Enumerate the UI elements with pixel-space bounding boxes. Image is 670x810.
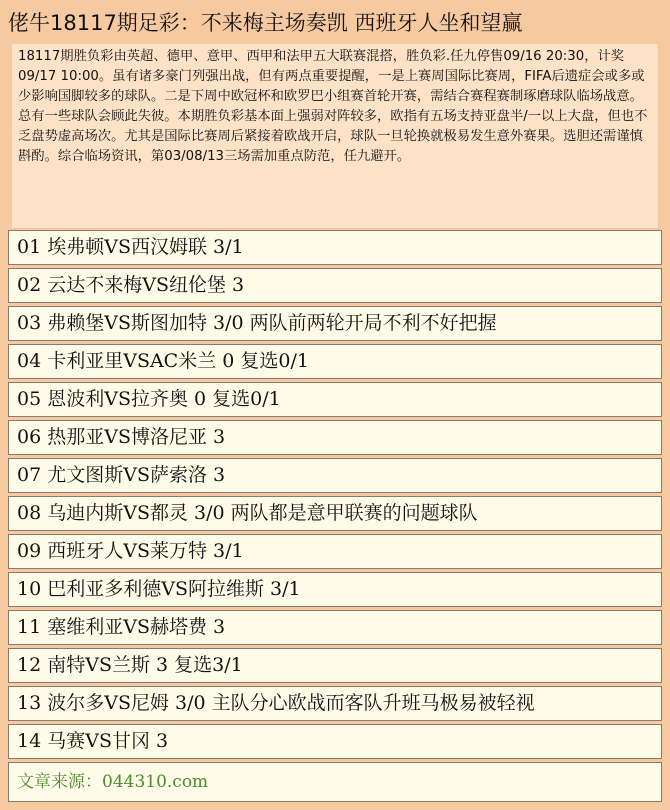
match-list <box>8 230 662 762</box>
match-row-07: 07 尤文图斯VS萨索洛 3 <box>8 458 662 493</box>
match-row-09: 09 西班牙人VS莱万特 3/1 <box>8 534 662 569</box>
intro-paragraph: 18117期胜负彩由英超、德甲、意甲、西甲和法甲五大联赛混搭，胜负彩.任九停售09/16 20:30，计奖09/17 10:00。虽有诸多豪门列强出战，但有两点重要提醒，一是上赛周国际比赛周，FIFA后遗症会或多或少影响国脚较多的球队。二是下周中欧冠杯和欧罗巴小组赛首轮开赛，需结合赛程赛制琢磨球队临场战意。总有一些球队会顾此失彼。本期胜负彩基本面上强弱对阵较多，欧指有五场支持亚盘半/一以上大盘，但也不乏盘势虚高场次。尤其是国际比赛周后紧接着欧战开启，球队一旦轮换就极易发生意外赛果。选胆还需谨慎斟酌。综合临场资讯，第03/08/13三场需加重点防范，任九避开。 <box>12 44 658 228</box>
match-row-01: 01 埃弗顿VS西汉姆联 3/1 <box>8 230 662 265</box>
match-row-06: 06 热那亚VS博洛尼亚 3 <box>8 420 662 455</box>
source-credit: 文章来源：044310.com <box>8 762 662 802</box>
match-row-03: 03 弗赖堡VS斯图加特 3/0 两队前两轮开局不利不好把握 <box>8 306 662 341</box>
match-row-10: 10 巴利亚多利德VS阿拉维斯 3/1 <box>8 572 662 607</box>
match-row-13: 13 波尔多VS尼姆 3/0 主队分心欧战而客队升班马极易被轻视 <box>8 686 662 721</box>
match-row-14: 14 马赛VS甘冈 3 <box>8 724 662 759</box>
match-row-02: 02 云达不来梅VS纽伦堡 3 <box>8 268 662 303</box>
match-row-12: 12 南特VS兰斯 3 复选3/1 <box>8 648 662 683</box>
match-row-05: 05 恩波利VS拉齐奥 0 复选0/1 <box>8 382 662 417</box>
match-row-11: 11 塞维利亚VS赫塔费 3 <box>8 610 662 645</box>
article-title: 佬牛18117期足彩：不来梅主场奏凯 西班牙人坐和望赢 <box>8 11 523 35</box>
match-row-08: 08 乌迪内斯VS都灵 3/0 两队都是意甲联赛的问题球队 <box>8 496 662 531</box>
match-row-04: 04 卡利亚里VSAC米兰 0 复选0/1 <box>8 344 662 379</box>
